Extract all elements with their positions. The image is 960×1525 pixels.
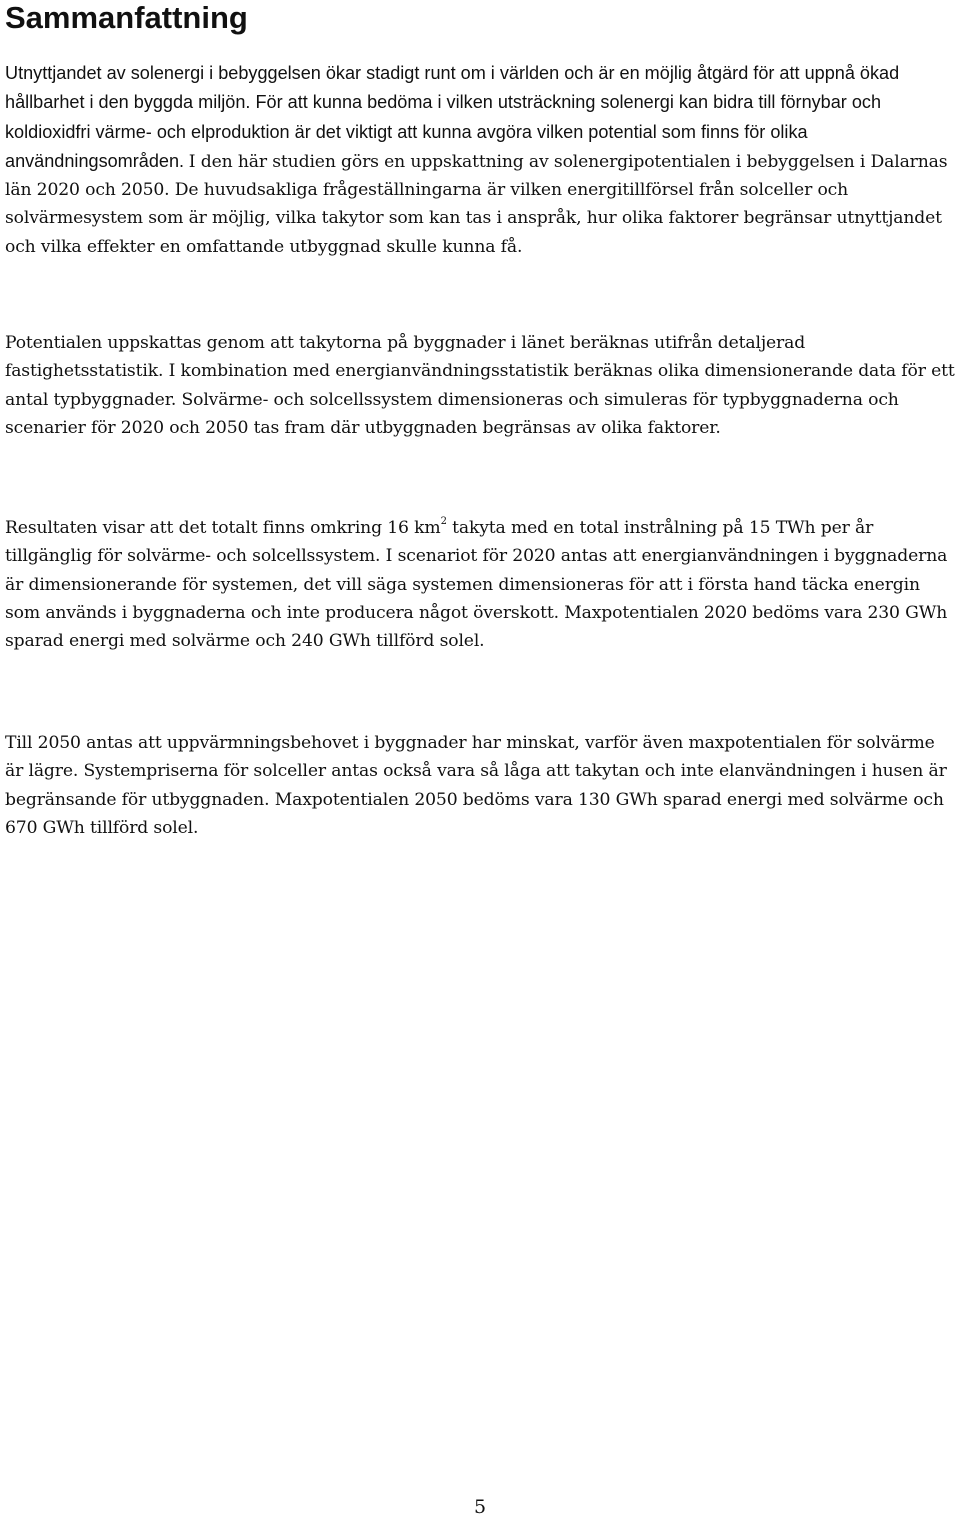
summary-paragraph-3-text-end: takyta med en total instrålning på 15 TWh per år tillgänglig för solvärme- och solcellssystem. I scenariot för 2020 antas att energianvändningen i byggnaderna är dimensionerande för systemen, det vill säga systemen dimensioneras för att i första hand täcka energin som används i byggnaderna och inte producera något överskott. Maxpotentialen 2020 bedöms vara 230 GWh sparad energi med solvärme och 240 GWh tillförd solel. <box>5 518 948 652</box>
area-unit-superscript: 2 <box>440 516 447 528</box>
page-title: Sammanfattning <box>5 0 248 35</box>
summary-paragraph-1-sans-text: Utnyttjandet av solenergi i bebyggelsen ökar stadigt runt om i världen och är en möjlig åtgärd för att uppnå ökad hållbarhet i den byggda miljön. För att kunna bedöma i vilken utsträckning solenergi kan bidra till förnybar och koldioxidfri värme- och elproduktion är det viktigt att kunna avgöra vilken potential som finns för olika användningsområden. <box>5 63 900 171</box>
summary-paragraph-3-text-start: Resultaten visar att det totalt finns omkring 16 km <box>5 518 441 538</box>
summary-paragraph-3 <box>5 514 957 655</box>
summary-paragraph-4: Till 2050 antas att uppvärmningsbehovet i byggnader har minskat, varför även maxpotentialen för solvärme är lägre. Systempriserna för solceller antas också vara så låga att takytan och inte elanvändningen i husen är begränsande för utbyggnaden. Maxpotentialen 2050 bedöms vara 130 GWh sparad energi med solvärme och 670 GWh tillförd solel. <box>5 733 947 838</box>
summary-paragraph-1 <box>5 59 957 261</box>
summary-paragraph-1-serif-text: I den här studien görs en uppskattning av solenergipotentialen i bebyggelsen i Dalarnas län 2020 och 2050. De huvudsakliga frågeställningarna är vilken energitillförsel från solceller och solvärmesystem som är möjlig, vilka takytor som kan tas i anspråk, hur olika faktorer begränsar utnyttjandet och vilka effekter en omfattande utbyggnad skulle kunna få. <box>5 151 948 257</box>
summary-paragraph-2: Potentialen uppskattas genom att takytorna på byggnader i länet beräknas utifrån detaljerad fastighetsstatistik. I kombination med energianvändningsstatistik beräknas olika dimensionerande data för ett antal typbyggnader. Solvärme- och solcellssystem dimensioneras och simuleras för typbyggnaderna och scenarier för 2020 och 2050 tas fram där utbyggnaden begränsas av olika faktorer. <box>5 333 955 438</box>
page-number: 5 <box>473 1496 487 1518</box>
